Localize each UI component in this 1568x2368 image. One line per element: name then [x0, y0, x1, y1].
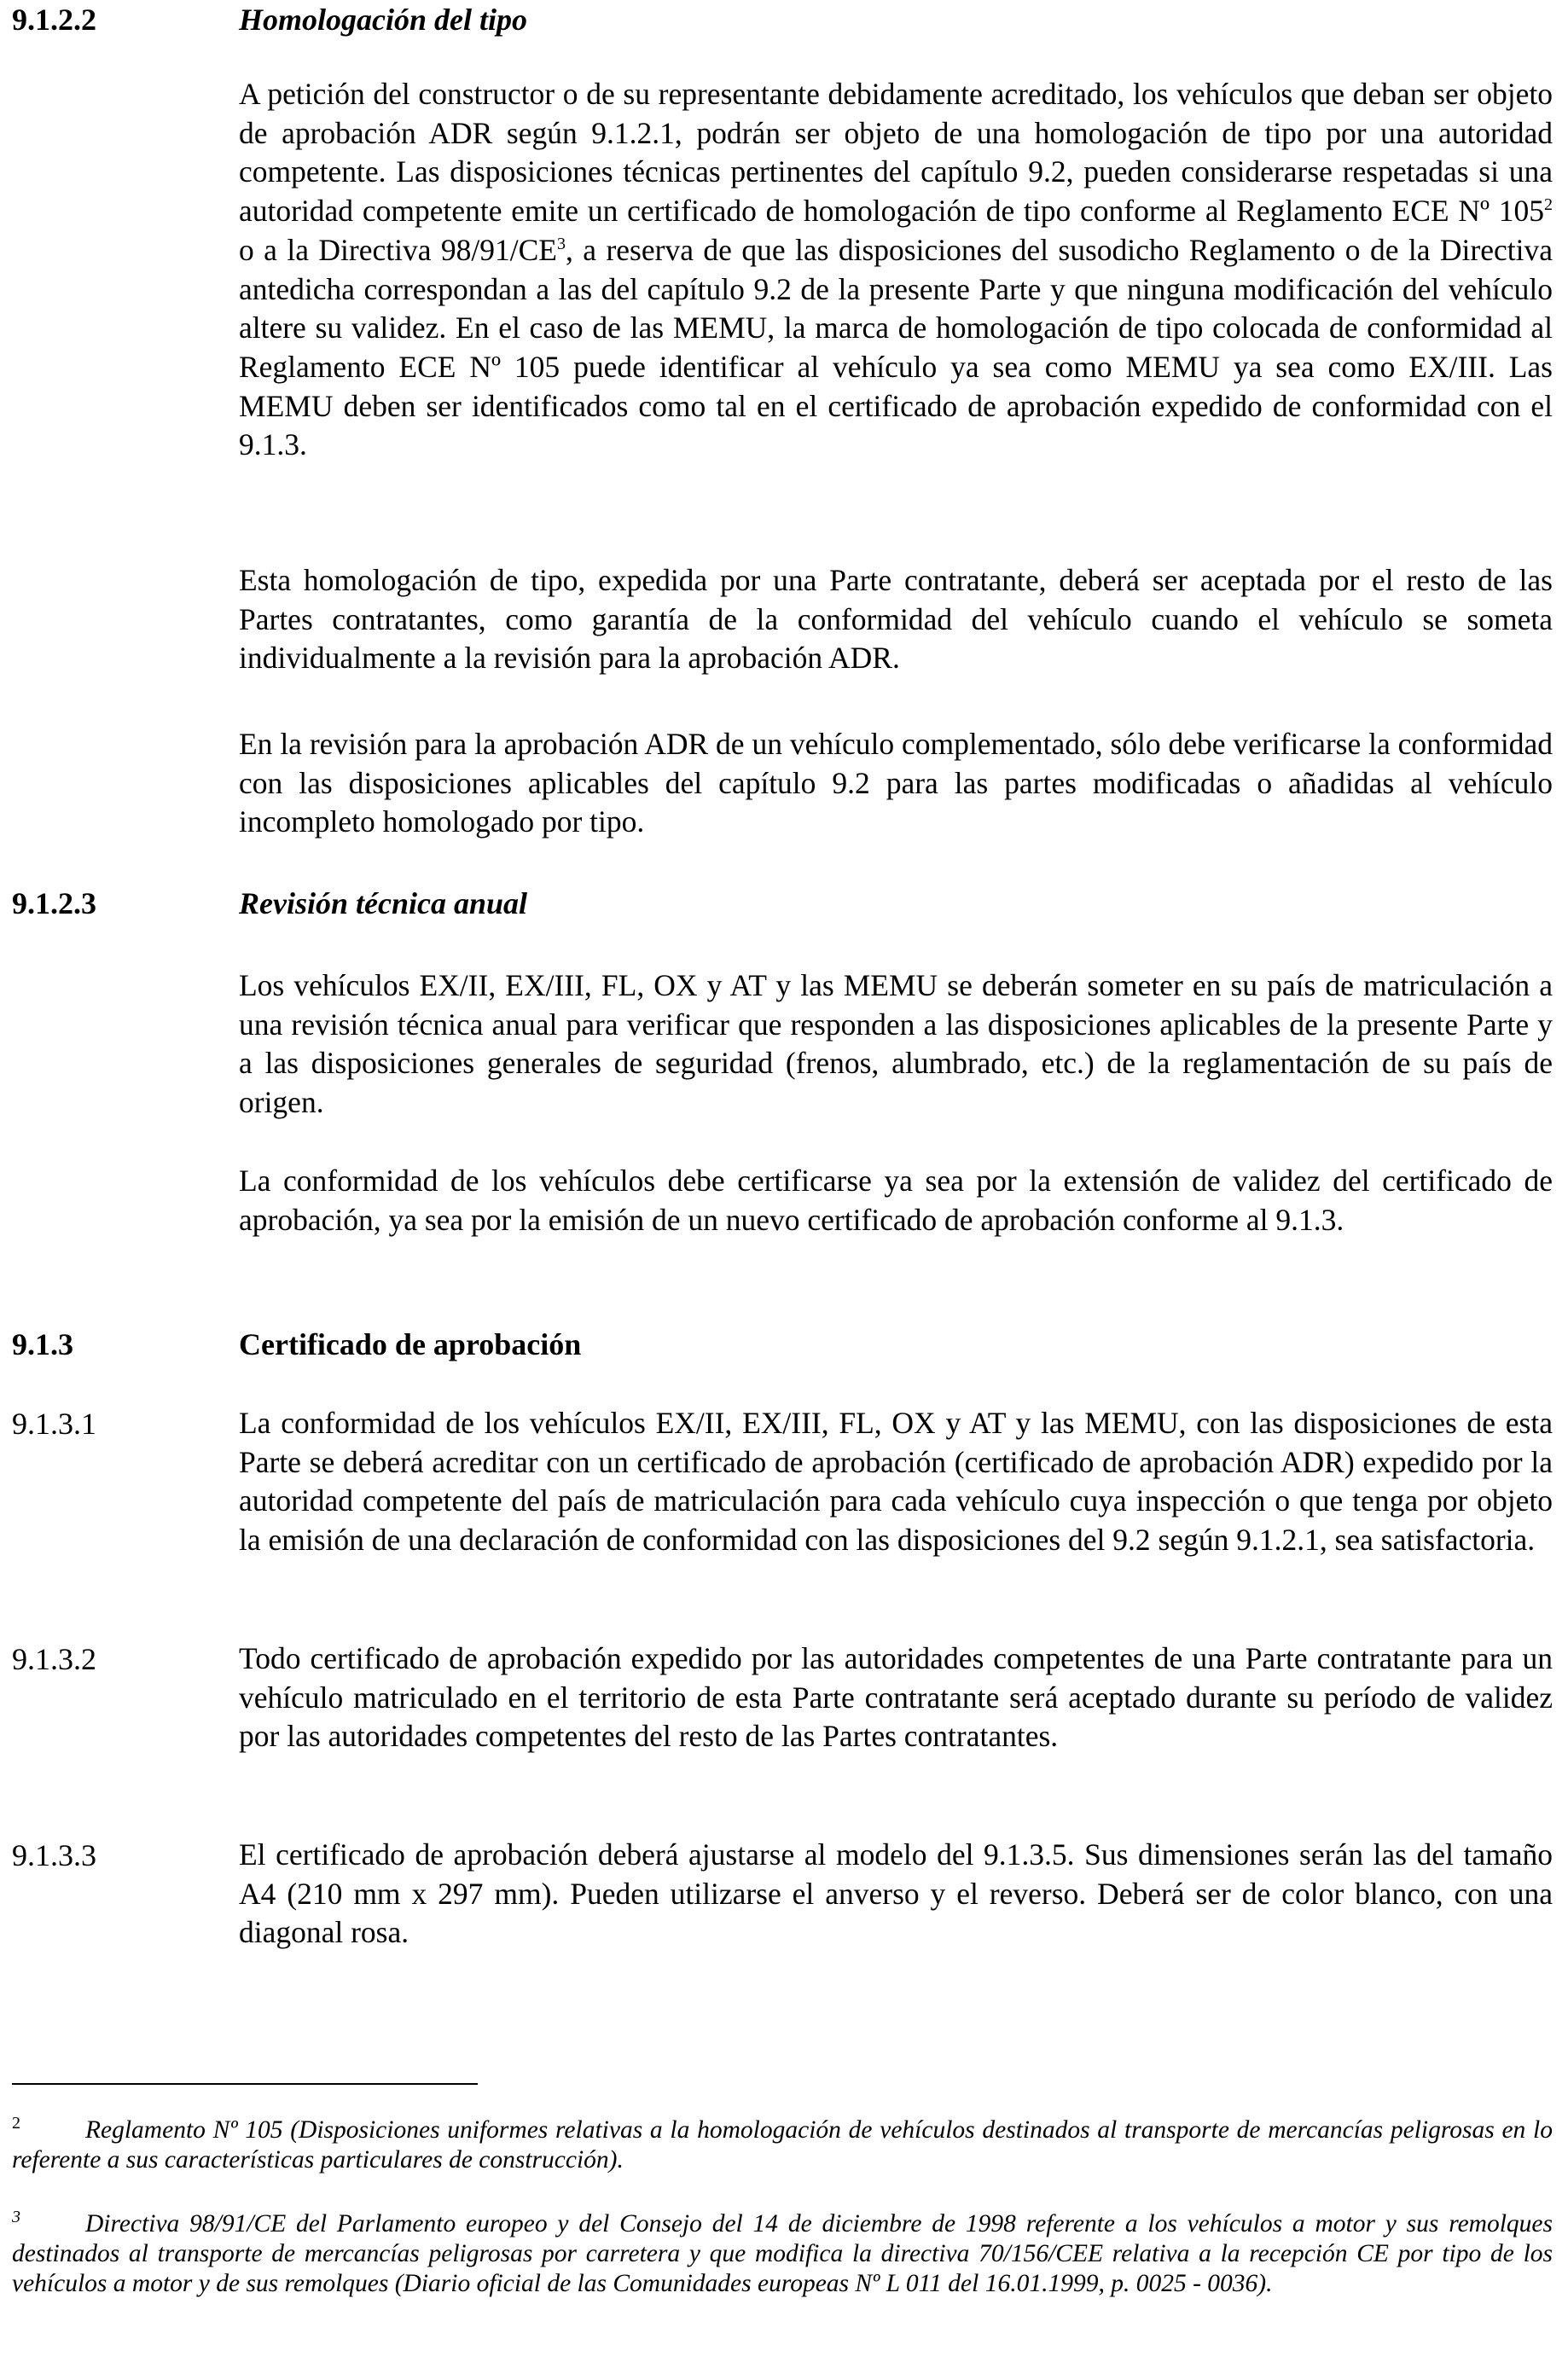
section-number-9-1-3-2: 9.1.3.2	[12, 1642, 96, 1676]
footnote-text: Reglamento Nº 105 (Disposiciones uniformes relativas a la homologación de vehículos destinados al transporte de mercancías peligrosas en lo referente a sus características particulares de construcción).	[12, 2116, 1553, 2174]
paragraph-text: o a la Directiva 98/91/CE	[239, 232, 557, 267]
section-number-9-1-2-3: 9.1.2.3	[12, 886, 96, 920]
footnote-mark: 2	[12, 2114, 20, 2133]
section-number-9-1-3: 9.1.3	[12, 1327, 73, 1361]
footnote-separator	[12, 2083, 478, 2085]
paragraph-text: , a reserva de que las disposiciones del susodicho Reglamento o de la Directiva antedicha correspondan a las del capítulo 9.2 de la presente Parte y que ninguna modificación del vehículo altere su validez. En el caso de las MEMU, la marca de homologación de tipo colocada de conformidad al Reglamento ECE Nº 105 puede identificar al vehículo ya sea como MEMU ya sea como EX/III. Las MEMU deben ser identificados como tal en el certificado de aprobación expedido de conformidad con el 9.1.3.	[239, 232, 1553, 462]
footnote-3	[12, 2209, 1553, 2299]
paragraph-revision-1: Los vehículos EX/II, EX/III, FL, OX y AT y las MEMU se deberán someter en su país de matriculación a una revisión técnica anual para verificar que responden a las disposiciones aplicables de la presente Parte y a las disposiciones generales de seguridad (frenos, alumbrado, etc.) de la reglamentación de su país de origen.	[239, 968, 1553, 1120]
footnote-text: Directiva 98/91/CE del Parlamento europeo y del Consejo del 14 de diciembre de 1998 referente a los vehículos a motor y sus remolques destinados al transporte de mercancías peligrosas por carretera y que modifica la directiva 70/156/CEE relativa a la recepción CE por tipo de los vehículos a motor y de sus remolques (Diario oficial de las Comunidades europeas Nº L 011 del 16.01.1999, p. 0025 - 0036).	[12, 2210, 1553, 2297]
footnote-mark: 3	[12, 2208, 20, 2227]
section-title-certificado: Certificado de aprobación	[239, 1327, 582, 1361]
paragraph-9-1-3-3: El certificado de aprobación deberá ajustarse al modelo del 9.1.3.5. Sus dimensiones serán las del tamaño A4 (210 mm x 297 mm). Pueden utilizarse el anverso y el reverso. Deberá ser de color blanco, con una diagonal rosa.	[239, 1837, 1553, 1950]
footnote-ref-3: 3	[557, 234, 566, 253]
paragraph-text: A petición del constructor o de su representante debidamente acreditado, los vehículos que deban ser objeto de aprobación ADR según 9.1.2.1, podrán ser objeto de una homologación de tipo por una autoridad competente. Las disposiciones técnicas pertinentes del capítulo 9.2, pueden considerarse respetadas si una autoridad competente emite un certificado de homologación de tipo conforme al Reglamento ECE Nº 105	[239, 77, 1553, 229]
paragraph-revision-2: La conformidad de los vehículos debe certificarse ya sea por la extensión de validez del certificado de aprobación, ya sea por la emisión de un nuevo certificado de aprobación conforme al 9.1.3.	[239, 1164, 1553, 1237]
section-number-9-1-2-2: 9.1.2.2	[12, 3, 96, 37]
footnote-2	[12, 2116, 1553, 2175]
paragraph-homologacion-3: En la revisión para la aprobación ADR de un vehículo complementado, sólo debe verificarse la conformidad con las disposiciones aplicables del capítulo 9.2 para las partes modificadas o añadidas al vehículo incompleto homologado por tipo.	[239, 727, 1553, 839]
section-title-homologacion: Homologación del tipo	[239, 3, 527, 37]
section-number-9-1-3-3: 9.1.3.3	[12, 1838, 96, 1872]
paragraph-homologacion-1	[239, 75, 1553, 465]
paragraph-homologacion-2: Esta homologación de tipo, expedida por una Parte contratante, deberá ser aceptada por el resto de las Partes contratantes, como garantía de la conformidad del vehículo cuando el vehículo se someta individualmente a la revisión para la aprobación ADR.	[239, 563, 1553, 676]
section-title-revision: Revisión técnica anual	[239, 886, 528, 920]
section-number-9-1-3-1: 9.1.3.1	[12, 1407, 96, 1441]
footnote-ref-2: 2	[1544, 195, 1553, 215]
paragraph-9-1-3-2: Todo certificado de aprobación expedido por las autoridades competentes de una Parte contratante para un vehículo matriculado en el territorio de esta Parte contratante será aceptado durante su período de validez por las autoridades competentes del resto de las Partes contratantes.	[239, 1641, 1553, 1754]
paragraph-9-1-3-1: La conformidad de los vehículos EX/II, EX/III, FL, OX y AT y las MEMU, con las disposiciones de esta Parte se deberá acreditar con un certificado de aprobación (certificado de aprobación ADR) expedido por la autoridad competente del país de matriculación para cada vehículo cuya inspección o que tenga por objeto la emisión de una declaración de conformidad con las disposiciones del 9.2 según 9.1.2.1, sea satisfactoria.	[239, 1406, 1553, 1558]
